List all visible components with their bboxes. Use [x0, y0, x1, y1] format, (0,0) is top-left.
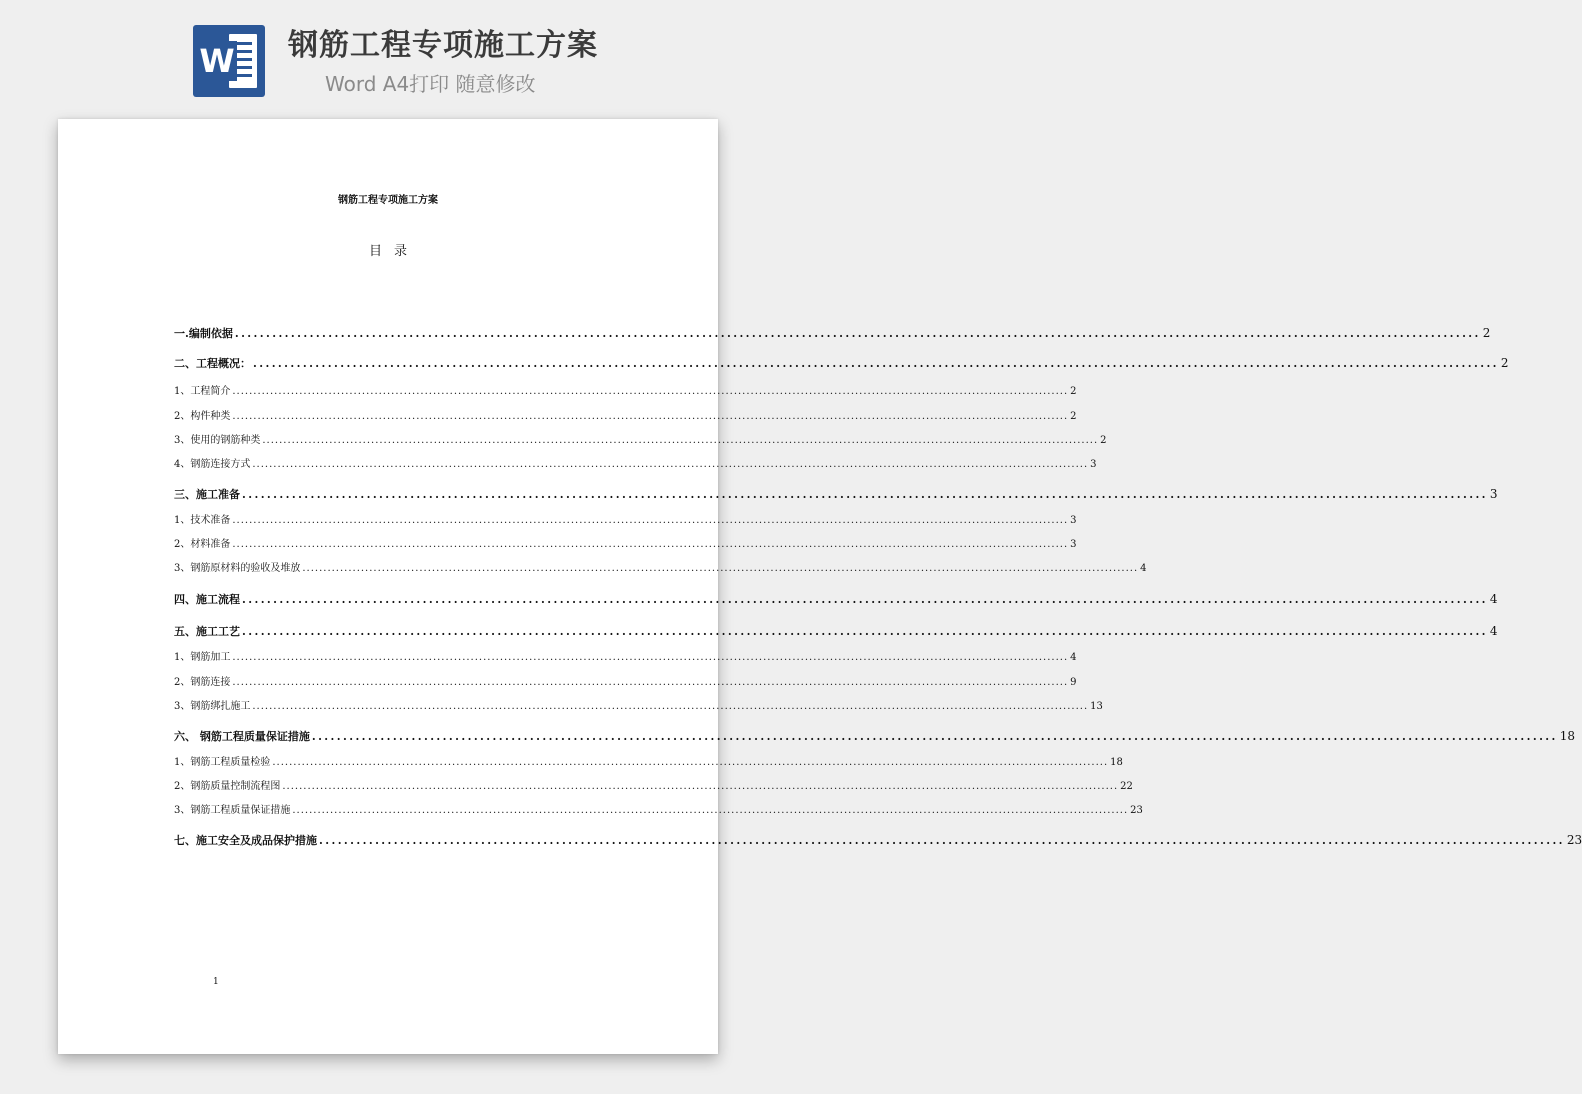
toc-entry-label: 七、施工安全及成品保护措施	[174, 834, 317, 847]
toc-entry[interactable]	[174, 384, 1077, 400]
toc-entry-page: 3	[1489, 487, 1498, 501]
banner-title: 钢筋工程专项施工方案	[288, 28, 598, 63]
toc-entry-label: 3、钢筋原材料的验收及堆放	[174, 563, 301, 574]
toc-heading: 目录	[368, 244, 419, 259]
toc-leader-dots: ........................................................................................................................................................................................................	[253, 357, 1499, 370]
toc-entry-label: 1、技术准备	[174, 515, 231, 526]
toc-entry-label: 3、钢筋工程质量保证措施	[174, 805, 291, 816]
banner-subtitle: Word A4打印 随意修改	[325, 72, 536, 96]
toc-entry-page: 2	[1500, 356, 1509, 370]
toc-entry-label: 五、施工工艺	[174, 625, 240, 638]
toc-leader-dots: ........................................................................................................................................................................................................	[234, 327, 1481, 340]
toc-entry-label: 1、工程简介	[174, 386, 231, 397]
toc-leader-dots: ........................................................................................................................................................................................................	[242, 488, 1488, 501]
toc-leader-dots: ........................................................................................................................................................................................................	[232, 515, 1069, 526]
toc-leader-dots: ........................................................................................................................................................................................................	[242, 593, 1488, 606]
toc-entry-label: 四、施工流程	[174, 593, 240, 606]
toc-entry-page: 18	[1110, 757, 1123, 768]
toc-leader-dots: ........................................................................................................................................................................................................	[232, 677, 1069, 688]
toc-leader-dots: ........................................................................................................................................................................................................	[252, 701, 1089, 712]
toc-entry-page: 2	[1100, 435, 1107, 446]
toc-entry[interactable]	[174, 755, 1123, 771]
toc-entry-label: 3、使用的钢筋种类	[174, 435, 261, 446]
toc-entry[interactable]	[174, 409, 1077, 425]
toc-entry[interactable]	[174, 433, 1107, 449]
toc-entry-page: 2	[1070, 386, 1077, 397]
toc-entry-page: 23	[1130, 805, 1143, 816]
toc-entry[interactable]	[174, 699, 1103, 715]
toc-entry[interactable]	[174, 803, 1143, 819]
toc-leader-dots: ........................................................................................................................................................................................................	[232, 386, 1069, 397]
toc-entry[interactable]	[174, 457, 1097, 473]
toc-entry-page: 3	[1070, 515, 1077, 526]
toc-leader-dots: ........................................................................................................................................................................................................	[282, 781, 1119, 792]
toc-entry[interactable]	[174, 675, 1077, 691]
toc-entry[interactable]	[174, 354, 1509, 372]
toc-entry-page: 4	[1489, 624, 1498, 638]
toc-entry-page: 2	[1070, 411, 1077, 422]
toc-entry[interactable]	[174, 537, 1077, 553]
toc-entry[interactable]	[174, 485, 1498, 503]
toc-leader-dots: ........................................................................................................................................................................................................	[272, 757, 1109, 768]
toc-entry-label: 一.编制依据	[174, 327, 233, 340]
toc-entry-label: 2、材料准备	[174, 539, 231, 550]
toc-entry[interactable]	[174, 561, 1147, 577]
toc-entry-label: 二、工程概况：	[174, 357, 251, 370]
toc-entry-label: 2、钢筋质量控制流程图	[174, 781, 281, 792]
toc-entry[interactable]	[174, 727, 1576, 745]
banner	[0, 0, 774, 118]
toc-entry-page: 18	[1559, 729, 1576, 743]
toc-leader-dots: ........................................................................................................................................................................................................	[232, 411, 1069, 422]
toc-entry-label: 2、构件种类	[174, 411, 231, 422]
toc-entry[interactable]	[174, 513, 1077, 529]
page-number: 1	[213, 977, 219, 987]
toc-entry[interactable]	[174, 650, 1077, 666]
toc-leader-dots: ........................................................................................................................................................................................................	[262, 435, 1099, 446]
toc-entry[interactable]	[174, 779, 1133, 795]
toc-entry-page: 4	[1489, 592, 1498, 606]
toc-entry-label: 1、钢筋加工	[174, 652, 231, 663]
toc-entry-page: 4	[1070, 652, 1077, 663]
toc-entry-page: 4	[1140, 563, 1147, 574]
toc-entry[interactable]	[174, 622, 1498, 640]
toc-entry-label: 六、 钢筋工程质量保证措施	[174, 730, 310, 743]
toc-entry-label: 2、钢筋连接	[174, 677, 231, 688]
toc-leader-dots: ........................................................................................................................................................................................................	[242, 625, 1488, 638]
toc-entry-page: 23	[1566, 833, 1582, 847]
toc-leader-dots: ........................................................................................................................................................................................................	[292, 805, 1129, 816]
toc-leader-dots: ........................................................................................................................................................................................................	[232, 539, 1069, 550]
toc-entry-page: 9	[1070, 677, 1077, 688]
toc-entry-page: 2	[1482, 326, 1491, 340]
toc-entry-label: 1、钢筋工程质量检验	[174, 757, 271, 768]
toc-entry-label: 3、钢筋绑扎施工	[174, 701, 251, 712]
toc-entry-label: 三、施工准备	[174, 488, 240, 501]
toc-leader-dots: ........................................................................................................................................................................................................	[232, 652, 1069, 663]
toc-entry-page: 3	[1090, 459, 1097, 470]
toc-entry-page: 13	[1090, 701, 1103, 712]
toc-entry-page: 22	[1120, 781, 1133, 792]
toc-leader-dots: ........................................................................................................................................................................................................	[252, 459, 1089, 470]
toc-entry[interactable]	[174, 590, 1498, 608]
document-page	[58, 119, 1582, 1054]
word-doc-icon	[193, 25, 265, 97]
toc-leader-dots: ........................................................................................................................................................................................................	[319, 834, 1565, 847]
toc-leader-dots: ........................................................................................................................................................................................................	[302, 563, 1139, 574]
document-title: 钢筋工程专项施工方案	[338, 195, 438, 206]
toc-entry[interactable]	[174, 324, 1491, 342]
toc-entry-label: 4、钢筋连接方式	[174, 459, 251, 470]
toc-leader-dots: ........................................................................................................................................................................................................	[311, 730, 1558, 743]
toc-entry-page: 3	[1070, 539, 1077, 550]
toc-entry[interactable]	[174, 831, 1582, 849]
word-letter: W	[197, 41, 237, 81]
